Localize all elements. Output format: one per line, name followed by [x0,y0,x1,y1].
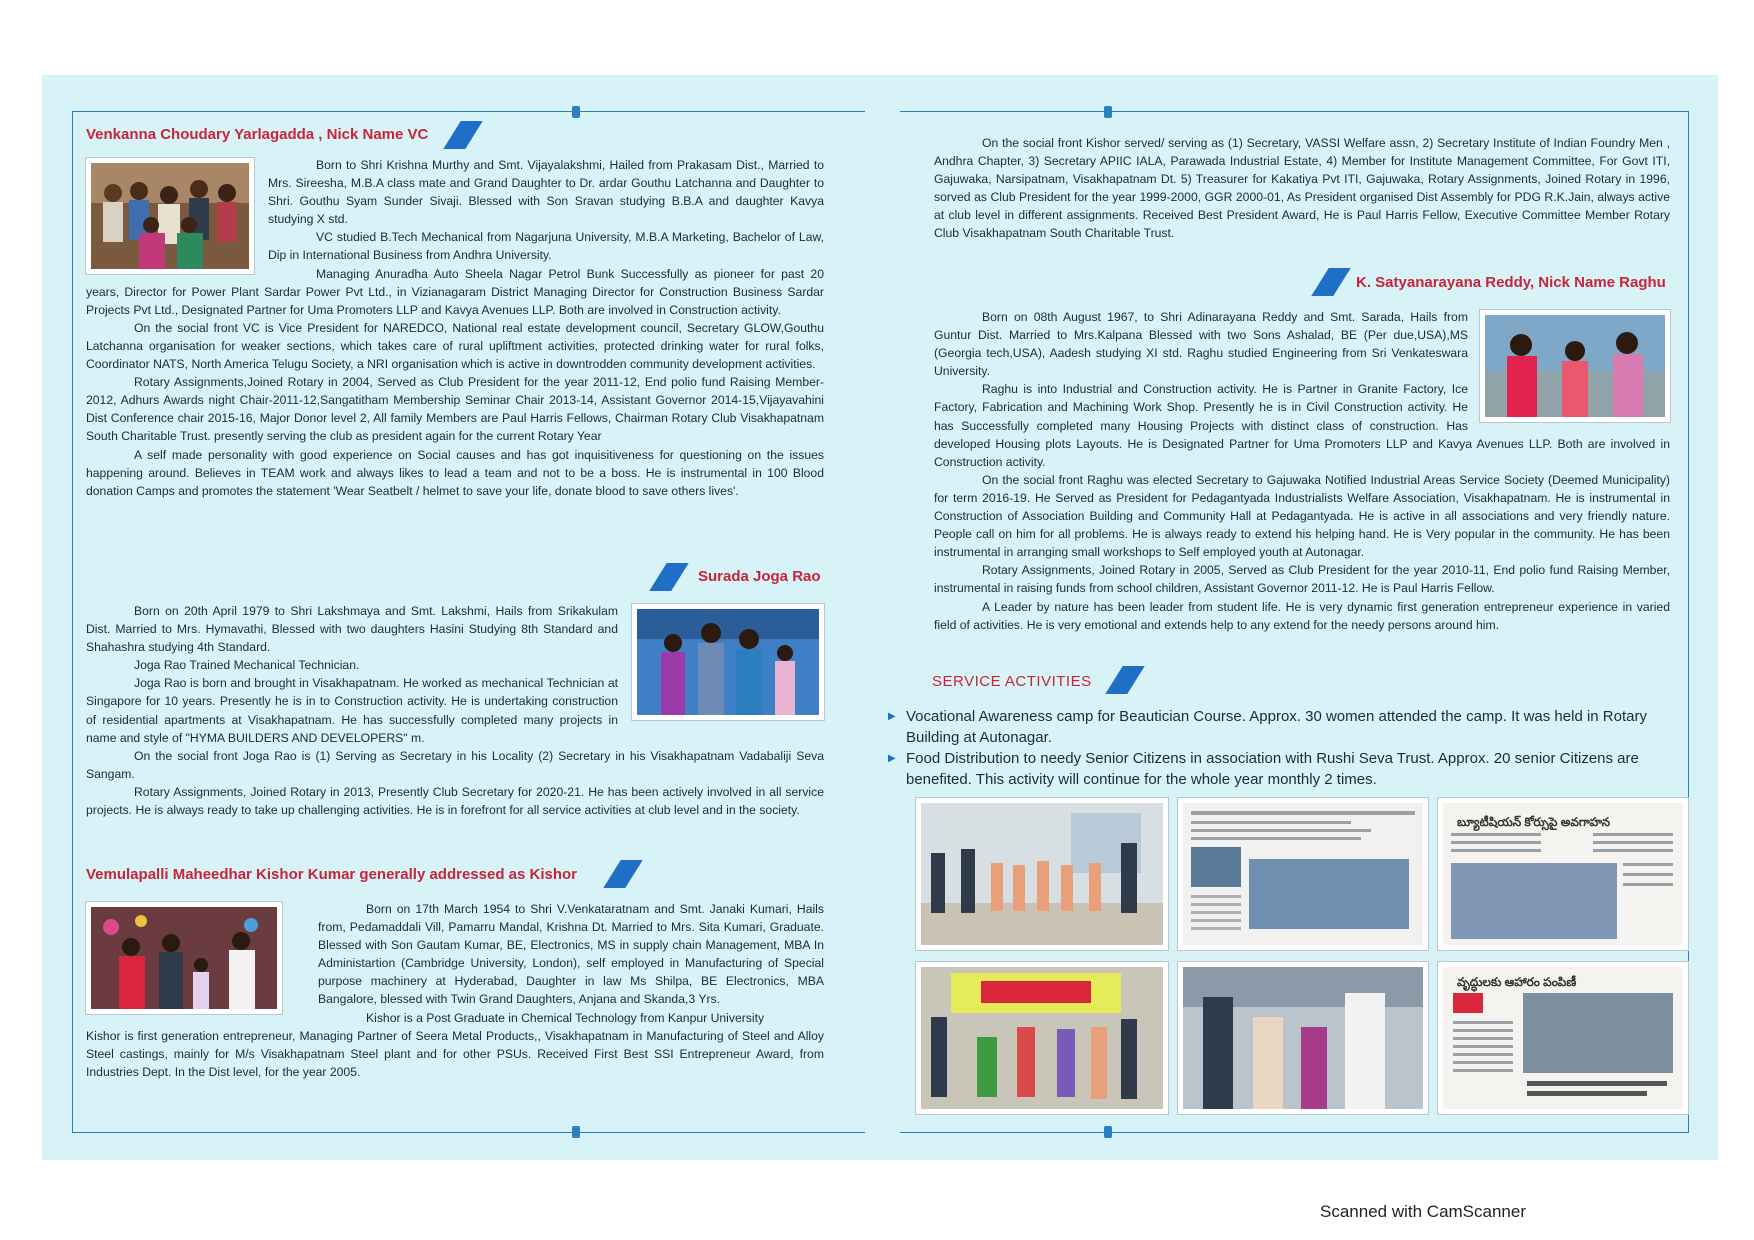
raghu-heading: K. Satyanarayana Reddy, Nick Name Raghu [1356,274,1666,291]
vc-bio [86,156,824,500]
kishor-continued [934,134,1670,243]
kishor-heading: Vemulapalli Maheedhar Kishor Kumar generally addressed as Kishor [86,866,578,883]
scanner-watermark: Scanned with CamScanner [1320,1202,1527,1221]
vc-family-photo [86,158,254,274]
vc-paragraph: Born to Shri Krishna Murthy and Smt. Vijayalakshmi, Hailed from Prakasam Dist., Married to Mrs. Sireesha, M.B.A class mate and Grand Daughter to Dr. ardar Gouthu Latchanna and Daughter to Shri. Gouthu Syam Sunder Sivaji. Blessed with Son Sravan studying B.B.A and daughter Kavya studying X std. [268,158,824,227]
kishor-bio [86,900,824,1081]
raghu-paragraph: Rotary Assignments, Joined Rotary in 2005, Served as Club President for the year 2010-11, End polio fund Raising Member, instrumental in raising funds from school children, Assistant Governor 2011-12. He is Paul Harris Fellow. [934,563,1670,596]
kishor-paragraph: Kishor is a Post Graduate in Chemical Technology from Kanpur University [366,1010,765,1025]
vc-paragraph: VC studied B.Tech Mechanical from Nagarjuna University, M.B.A Marketing, Bachelor of Law, Dip in International Business from Andhra University. [268,230,824,263]
joga-paragraph: On the social front Joga Rao is (1) Serving as Secretary in his Locality (2) Secretary in his Visakhapatnam Vadabaliji Seva Sangam. [86,748,824,781]
joga-paragraph: Joga Rao is born and brought in Visakhapatnam. He worked as mechanical Technician at Singapore for 10 years. Presently he is in to Construction activity. He is undertaking construction of residential apartments at Visakhapatnam. He has successfully completed many projects in name and style of "HYMA BUILDERS AND DEVELOPERS" m. [86,676,618,745]
service-photo [1178,962,1428,1114]
service-list [888,706,1648,790]
frame-knob [572,106,580,118]
joga-family-photo [632,604,824,720]
vc-paragraph: On the social front VC is Vice President for NAREDCO, National real estate development council, Secretary GLOW,Gouthu Latchanna organisation for weaker sections, which takes care of rural upliftment activities, protected drinking water for rural folks, Coordinator NATS, North America Telugu Society, a NRI organisation which is active in downtrodden community development activities. [86,320,824,372]
joga-paragraph: Rotary Assignments, Joined Rotary in 2013, Presently Club Secretary for 2020-21. He has been actively involved in all service projects. He is always ready to take up challenging activities. He is in forefront for all service activities at club level and in the society. [86,784,824,818]
joga-heading: Surada Joga Rao [698,568,821,585]
frame-knob [1104,1126,1112,1138]
vc-paragraph: A self made personality with good experience on Social causes and has got inquisitiveness for questioning on the issues happening around. Believes in TEAM work and always likes to lead a team and not to be a boss. He is instrumental in 100 Blood donation Camps and promotes the statement 'Wear Seatbelt / helmet to save your life, donate blood to save others lives'. [86,447,824,498]
kishor-paragraph: Kishor is first generation entrepreneur, Managing Partner of Seera Metal Products,, Visakhapatnam in Manufacturing of Steel and Alloy Steel castings, mainly for M/s Visakhapatnam Steel plant and for other PSUs. Received First Best SSI Entrepreneur Award, from Industries Dept. In the Dist level, for the year 2005. [86,1028,824,1079]
kishor-family-photo [86,902,282,1014]
kishor-paragraph: Born on 17th March 1954 to Shri V.Venkataratnam and Smt. Janaki Kumari, Hails from, Pedamaddali Vill, Pamarru Mandal, Krishna Dt. Married to Mrs. Sita Kumari, Graduate. Blessed with Son Gautam Kumar, BE, Electronics, MS in supply chain Management, MBA In Administartion (Cambridge University, London), self employed in Manufacturing of Special purpose machinery at Hyderabad, Daughter in law Ms Shilpa, BE Electronics, MBA Bangalore, blessed with Twin Grand Daughters, Anjana and Skanda,3 Yrs. [318,902,824,1007]
raghu-paragraph: Born on 08th August 1967, to Shri Adinarayana Reddy and Smt. Sarada, Hails from Guntur Dist. Married to Mrs.Kalpana Blessed with two Sons Ashalad, BE (Per due,USA),MS (Georgia tech,USA), Aadesh studying XI std. Raghu studied Engineering from Sri Venkateswara University. [934,310,1468,379]
raghu-paragraph: Raghu is into Industrial and Construction activity. He is Partner in Granite Factory, Ice Factory, Fabrication and Machining Work Shop. Presently he is in Civil Construction activity. He has Successfully completed many Housing Projects with distinct class of construction. Has developed Housing plots Layouts. He is Designated Partner for Uma Promoters LLP and Kavya Avenues LLP. Both are involved in Construction activity. [934,382,1670,469]
news-headline: బ్యూటీషియన్ కోర్సుపై అవగాహన [1457,815,1611,829]
raghu-family-photo [1480,310,1670,422]
vc-paragraph: Managing Anuradha Auto Sheela Nagar Petrol Bunk Successfully as pioneer for past 20 years, Director for Power Plant Sardar Power Pvt Ltd., in Vizianagaram District Managing Director for Construction Business Sardar Projects Pvt Ltd., Designated Partner for Uma Promoters LLP and Kavya Avenues LLP. Both are involved in Construction activity. [86,266,824,317]
newspaper-clipping [1178,798,1428,950]
newspaper-clipping [1438,962,1688,1114]
joga-bio [86,602,824,819]
raghu-paragraph: A Leader by nature has been leader from student life. He is very dynamic first generation entrepreneur experience in varied field of activities. He is very emotional and extends help to any extend for the needy persons around him. [934,599,1670,632]
newspaper-clipping [1438,798,1688,950]
service-photo [916,798,1168,950]
kishor-social-paragraph: On the social front Kishor served/ serving as (1) Secretary, VASSI Welfare assn, 2) Secretary Institute of Indian Foundry Men , Andhra Chapter, 3) Secretary APIIC IALA, Parawada Industrial Estate, 4) Member for Institute Management Committee, For Govt ITI, Gajuwaka, Narsipatnam, Visakhapatnam Dt. 5) Treasurer for Kakatiya Pvt ITI, Gajuwaka, Rotary Assignments, Joined Rotary in 1996, sorved as Club President for the year 1999-2000, GGR 2000-01, As President organised Dist Assembly for PDG R.K.Jain, always active at club level in different assignments. Received Best President Award, He is Paul Harris Fellow, Executive Committee Member Rotary Club Visakhapatnam South Charitable Trust. [934,136,1670,241]
frame-knob [1104,106,1112,118]
service-item: ▶ Food Distribution to needy Senior Citizens in association with Rushi Seva Trust. Approx. 20 senior Citizens are benefited. This activity will continue for the whole year monthly 2 times. [888,748,1648,790]
frame-knob [572,1126,580,1138]
vc-heading: Venkanna Choudary Yarlagadda , Nick Name VC [86,126,429,143]
joga-paragraph: Born on 20th April 1979 to Shri Lakshmaya and Smt. Lakshmi, Hails from Srikakulam Dist. Married to Mrs. Hymavathi, Blessed with two daughters Hasini Studying 8th Standard and Shahashra studying 4th Standard. [86,604,618,655]
raghu-bio [934,308,1670,634]
service-item: ▶ Vocational Awareness camp for Beautician Course. Approx. 30 women attended the camp. It was held in Rotary Building at Autonagar. [888,706,1648,748]
service-heading: SERVICE ACTIVITIES [932,673,1092,690]
service-photo [916,962,1168,1114]
raghu-paragraph: On the social front Raghu was elected Secretary to Gajuwaka Notified Industrial Areas Service Society (Deemed Municipality) for term 2016-19. He Served as President for Pedagantyada Industrialists Welfare Association, Visakhapatnam. He is instrumental in Construction of Association Building and Community Hall at Pedagantyada. He is active in all associations and very friendly nature. People call on him for all problems. He is always ready to extend his helping hand. He is Very popular in the community. He has been instrumental in arranging small workshops to Self employed youth at Autonagar. [934,472,1670,560]
joga-paragraph: Joga Rao Trained Mechanical Technician. [134,658,360,673]
vc-paragraph: Rotary Assignments,Joined Rotary in 2004, Served as Club President for the year 2011-12, End polio fund Raising Member-2012, Adhurs Awards night Chair-2011-12,Sangatitham Membership Seminar Chair 2013-14, Assistant Governor 2014-15,Vijayavahini Dist Conference chair 2015-16, Major Donor level 2, All family Members are Paul Harris Fellows, Chairman Rotary Club Visakhapatnam South Charitable Trust. presently serving the club as president again for the current Rotary Year [86,375,824,444]
news-headline: వృద్ధులకు ఆహారం పంపిణీ [1457,975,1577,989]
